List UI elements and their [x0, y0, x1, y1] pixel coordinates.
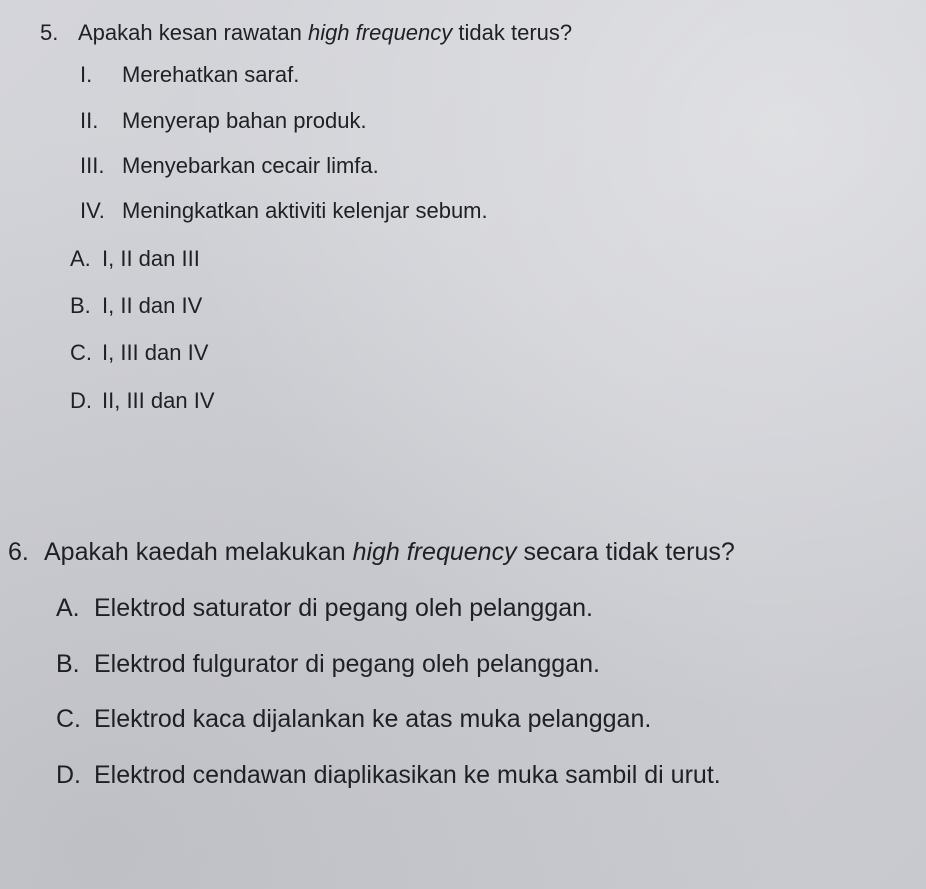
option-text: I, II dan III — [102, 246, 200, 271]
option-text: Elektrod kaca dijalankan ke atas muka pelanggan. — [94, 705, 652, 733]
question-6-option-b[interactable] — [56, 652, 600, 677]
statement-numeral: III. — [80, 153, 105, 178]
statement-4 — [80, 200, 488, 222]
statement-text: Merehatkan saraf. — [122, 62, 300, 87]
question-5-option-a[interactable] — [70, 248, 200, 270]
statement-numeral: I. — [80, 62, 93, 87]
question-text-italic: high frequency — [352, 538, 517, 566]
question-5-option-b[interactable] — [70, 295, 202, 317]
option-letter: C. — [56, 705, 81, 733]
question-text: Apakah kaedah melakukan — [44, 538, 346, 566]
option-text: II, III dan IV — [102, 388, 215, 413]
statement-numeral: II. — [80, 108, 99, 133]
question-6-option-d[interactable] — [56, 763, 721, 788]
statement-1 — [80, 64, 299, 86]
question-6-stem — [8, 540, 735, 565]
question-5-stem — [40, 22, 572, 44]
question-text: Apakah kesan rawatan — [78, 20, 302, 45]
option-text: Elektrod saturator di pegang oleh pelanggan. — [94, 594, 593, 622]
statement-text: Meningkatkan aktiviti kelenjar sebum. — [122, 198, 488, 223]
statement-3 — [80, 155, 379, 177]
question-text-end: tidak terus? — [458, 20, 573, 45]
option-letter: C. — [70, 340, 92, 365]
question-6-option-c[interactable] — [56, 707, 651, 732]
option-letter: D. — [70, 388, 92, 413]
question-6-option-a[interactable] — [56, 596, 593, 621]
statement-2 — [80, 110, 367, 132]
option-letter: A. — [70, 246, 91, 271]
statement-text: Menyebarkan cecair limfa. — [122, 153, 379, 178]
statement-numeral: IV. — [80, 198, 105, 223]
option-text: I, III dan IV — [102, 340, 209, 365]
option-letter: B. — [70, 293, 91, 318]
option-letter: D. — [56, 761, 81, 789]
option-text: Elektrod fulgurator di pegang oleh pelanggan. — [94, 650, 600, 678]
option-letter: B. — [56, 650, 80, 678]
option-text: I, II dan IV — [102, 293, 203, 318]
question-5-option-c[interactable] — [70, 342, 208, 364]
question-text-end: secara tidak terus? — [523, 538, 735, 566]
option-text: Elektrod cendawan diaplikasikan ke muka sambil di urut. — [94, 761, 721, 789]
question-number: 5. — [40, 20, 59, 45]
question-5-option-d[interactable] — [70, 390, 215, 412]
option-letter: A. — [56, 594, 80, 622]
statement-text: Menyerap bahan produk. — [122, 108, 367, 133]
question-text-italic: high frequency — [307, 20, 453, 45]
question-number: 6. — [8, 538, 29, 566]
